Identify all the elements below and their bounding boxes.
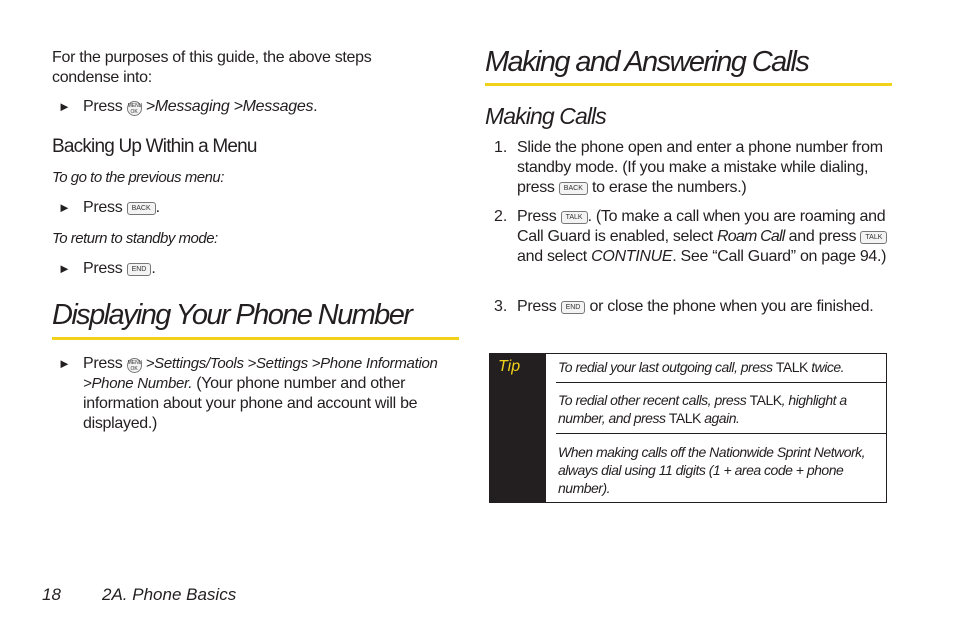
bullet-arrow-icon: ► — [58, 261, 71, 276]
bullet-arrow-icon: ► — [58, 200, 71, 215]
tip-divider — [556, 433, 886, 434]
bullet-arrow-icon: ► — [58, 356, 71, 371]
footer-section: 2A. Phone Basics — [102, 585, 237, 604]
subheading-making-calls: Making Calls — [485, 103, 606, 129]
step-1: 1. Slide the phone open and enter a phone number from standby mode. (If you make a mistake while dialing, press BACK to erase the numbers.) — [494, 139, 883, 196]
page-number: 18 — [42, 585, 61, 604]
talk-key-icon: TALK — [561, 211, 588, 224]
talk-key-icon: TALK — [860, 231, 887, 244]
heading-rule — [52, 337, 459, 340]
tip-entry-2: To redial other recent calls, press TALK, highlight a number, and press TALK again. — [558, 392, 847, 426]
menu-ok-key-icon: MENU OK — [127, 103, 143, 115]
menu-ok-key-icon: MENU OK — [127, 360, 143, 372]
heading-displaying-phone-number: Displaying Your Phone Number — [52, 299, 412, 331]
bullet-back: ► Press BACK . — [58, 199, 160, 216]
tip-box — [489, 353, 887, 503]
tip-label: Tip — [498, 358, 521, 375]
subheading-previous-menu: To go to the previous menu: — [52, 169, 224, 186]
tip-sidebar — [490, 354, 546, 502]
tip-entry-1: To redial your last outgoing call, press TALK twice. — [558, 359, 845, 375]
subheading-standby: To return to standby mode: — [52, 230, 218, 247]
back-key-icon: BACK — [559, 182, 588, 195]
heading-rule — [485, 83, 892, 86]
bullet-phone-number: ► Press MENU OK >Settings/Tools >Settings >Phone Information >Phone Number. (Your phone number and other information about your phone and account will be displayed.) — [58, 355, 438, 432]
intro-text: For the purposes of this guide, the above steps condense into: — [52, 49, 372, 86]
end-key-icon: END — [127, 263, 152, 276]
bullet-arrow-icon: ► — [58, 99, 71, 114]
bullet-messages-text: Press MENU OK >Messaging >Messages. — [83, 98, 318, 115]
section-title-backing-up: Backing Up Within a Menu — [52, 136, 257, 157]
tip-entry-3: When making calls off the Nationwide Sprint Network, always dial using 11 digits (1 + area code + phone number). — [558, 444, 866, 496]
heading-making-answering-calls: Making and Answering Calls — [485, 46, 809, 78]
tip-divider — [556, 382, 886, 383]
step-3: 3. Press END or close the phone when you are finished. — [494, 298, 874, 315]
step-2: 2. Press TALK . (To make a call when you are roaming and Call Guard is enabled, select Roam Call and press TALK and select CONTINUE. See “Call Guard” on page 94.) — [494, 208, 887, 265]
end-key-icon: END — [561, 301, 586, 314]
back-key-icon: BACK — [127, 202, 156, 215]
bullet-end: ► Press END . — [58, 260, 156, 277]
bullet-messages — [52, 97, 460, 117]
